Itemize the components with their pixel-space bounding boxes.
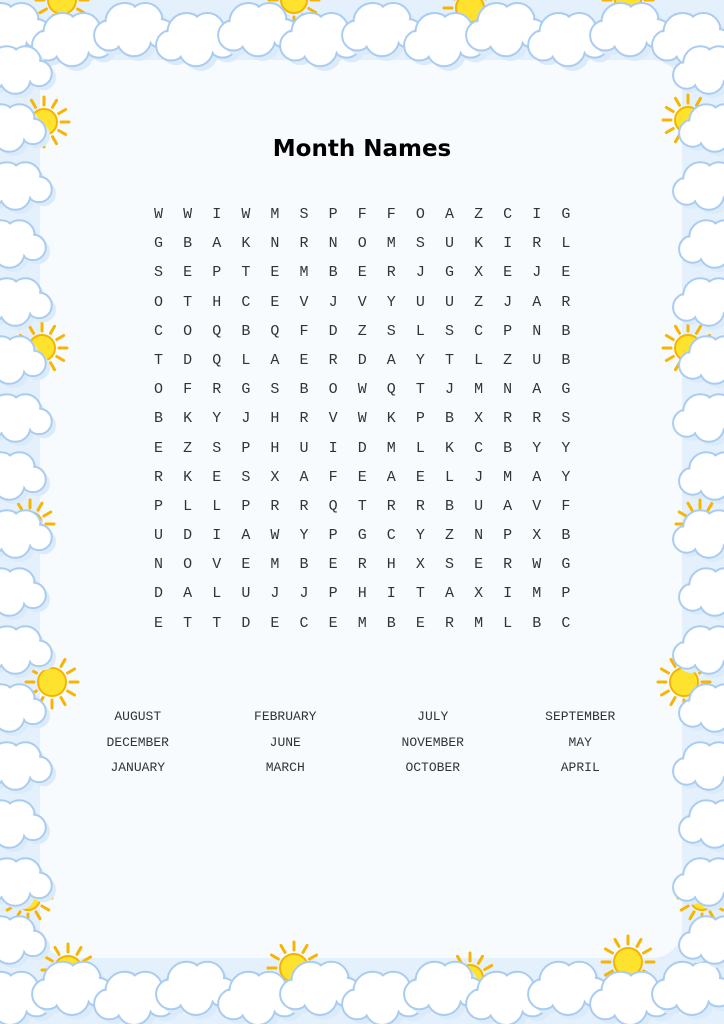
grid-cell: P <box>241 439 251 457</box>
grid-cell: G <box>561 556 571 574</box>
grid-cell: M <box>386 439 396 457</box>
letter-grid <box>144 200 580 638</box>
grid-cell: W <box>241 206 251 223</box>
grid-cell: E <box>212 468 222 486</box>
grid-cell: Y <box>415 527 425 545</box>
grid-cell: Z <box>474 293 484 311</box>
grid-cell: H <box>270 410 280 428</box>
grid-cell: P <box>328 206 338 223</box>
grid-cell: E <box>299 351 309 369</box>
grid-cell: Y <box>532 439 542 457</box>
grid-cell: Z <box>183 439 193 457</box>
grid-cell: S <box>241 468 251 486</box>
grid-cell: A <box>183 585 193 603</box>
grid-cell: W <box>270 527 280 545</box>
grid-cell: X <box>532 527 542 545</box>
grid-cell: I <box>212 206 222 223</box>
grid-cell: F <box>328 468 338 486</box>
grid-cell: S <box>212 439 222 457</box>
grid-cell: Z <box>357 322 367 340</box>
grid-cell: A <box>212 235 222 253</box>
grid-cell: E <box>241 556 251 574</box>
grid-cell: A <box>444 585 454 603</box>
grid-cell: E <box>270 264 280 282</box>
grid-cell: A <box>270 351 280 369</box>
grid-cell: Y <box>561 439 571 457</box>
grid-cell: O <box>415 206 425 223</box>
grid-cell: E <box>183 264 193 282</box>
grid-cell: L <box>561 235 571 253</box>
grid-cell: L <box>444 468 454 486</box>
grid-cell: K <box>474 235 484 253</box>
grid-cell: P <box>241 497 251 515</box>
grid-cell: F <box>561 497 571 515</box>
grid-cell: C <box>299 614 309 632</box>
grid-cell: B <box>561 322 571 340</box>
grid-cell: R <box>444 614 454 632</box>
grid-cell: G <box>561 206 571 223</box>
grid-cell: M <box>270 556 280 574</box>
grid-cell: O <box>183 322 193 340</box>
grid-cell: T <box>415 585 425 603</box>
grid-cell: T <box>357 497 367 515</box>
grid-cell: F <box>357 206 367 223</box>
grid-cell: N <box>328 235 338 253</box>
grid-cell: U <box>444 293 454 311</box>
grid-cell: A <box>444 206 454 223</box>
grid-cell: J <box>241 410 251 428</box>
grid-cell: P <box>503 527 513 545</box>
grid-cell: P <box>154 497 164 515</box>
grid-cell: X <box>474 410 484 428</box>
grid-cell: R <box>532 235 542 253</box>
grid-cell: S <box>415 235 425 253</box>
grid-cell: U <box>241 585 251 603</box>
grid-cell: Z <box>444 527 454 545</box>
word-list-item: FEBRUARY <box>254 709 317 724</box>
grid-cell: B <box>328 264 338 282</box>
grid-cell: S <box>299 206 309 223</box>
grid-cell: A <box>241 527 251 545</box>
word-list-item: JUNE <box>269 734 301 750</box>
grid-cell: U <box>444 235 454 253</box>
grid-cell: G <box>444 264 454 282</box>
grid-cell: R <box>299 235 309 253</box>
grid-cell: E <box>328 556 338 574</box>
word-list-item: APRIL <box>560 760 600 776</box>
grid-cell: M <box>386 235 396 253</box>
grid-cell: N <box>154 556 164 574</box>
grid-cell: M <box>474 381 484 399</box>
grid-cell: I <box>532 206 542 223</box>
grid-cell: L <box>183 497 193 515</box>
grid-cell: B <box>503 439 513 457</box>
grid-cell: A <box>503 497 513 515</box>
grid-cell: S <box>270 381 280 399</box>
grid-cell: V <box>532 497 542 515</box>
grid-cell: R <box>415 497 425 515</box>
grid-cell: B <box>561 351 571 369</box>
grid-cell: S <box>386 322 396 340</box>
grid-cell: J <box>532 264 542 282</box>
word-list-item: NOVEMBER <box>401 734 464 750</box>
grid-cell: M <box>474 614 484 632</box>
grid-cell: L <box>415 439 425 457</box>
grid-cell: S <box>154 264 164 282</box>
grid-cell: E <box>503 264 513 282</box>
grid-cell: K <box>241 235 251 253</box>
grid-cell: D <box>154 585 164 603</box>
grid-cell: B <box>183 235 193 253</box>
grid-cell: X <box>474 264 484 282</box>
grid-cell: D <box>183 527 193 545</box>
grid-cell: H <box>212 293 222 311</box>
grid-cell: R <box>357 556 367 574</box>
word-list-item: OCTOBER <box>405 760 461 776</box>
grid-cell: J <box>328 293 338 311</box>
grid-cell: E <box>328 614 338 632</box>
grid-cell: F <box>183 381 193 399</box>
grid-cell: D <box>241 614 251 632</box>
grid-cell: S <box>561 410 571 428</box>
grid-cell: Q <box>212 351 222 369</box>
grid-cell: V <box>328 410 338 428</box>
grid-cell: J <box>270 585 280 603</box>
grid-cell: P <box>328 585 338 603</box>
grid-cell: L <box>212 585 222 603</box>
grid-cell: R <box>386 264 396 282</box>
grid-cell: C <box>561 614 571 632</box>
grid-cell: D <box>357 439 367 457</box>
grid-cell: G <box>357 527 367 545</box>
grid-cell: Z <box>474 206 484 223</box>
grid-cell: R <box>503 556 513 574</box>
grid-cell: E <box>270 293 280 311</box>
grid-cell: Q <box>328 497 338 515</box>
grid-cell: V <box>299 293 309 311</box>
grid-cell: D <box>328 322 338 340</box>
grid-cell: E <box>270 614 280 632</box>
grid-cell: Y <box>212 410 222 428</box>
grid-cell: C <box>474 322 484 340</box>
grid-cell: C <box>154 322 164 340</box>
grid-cell: M <box>299 264 309 282</box>
grid-cell: C <box>474 439 484 457</box>
grid-cell: T <box>415 381 425 399</box>
grid-cell: W <box>183 206 193 223</box>
grid-cell: N <box>532 322 542 340</box>
grid-cell: E <box>561 264 571 282</box>
grid-cell: I <box>503 235 513 253</box>
grid-cell: I <box>386 585 396 603</box>
grid-cell: C <box>241 293 251 311</box>
grid-cell: D <box>357 351 367 369</box>
grid-cell: R <box>299 497 309 515</box>
grid-cell: E <box>357 468 367 486</box>
grid-cell: M <box>270 206 280 223</box>
grid-cell: K <box>183 468 193 486</box>
grid-cell: U <box>415 293 425 311</box>
grid-cell: A <box>386 351 396 369</box>
grid-cell: D <box>183 351 193 369</box>
grid-cell: E <box>415 614 425 632</box>
grid-cell: H <box>357 585 367 603</box>
grid-cell: Q <box>270 322 280 340</box>
grid-cell: E <box>474 556 484 574</box>
grid-cell: L <box>503 614 513 632</box>
grid-cell: O <box>183 556 193 574</box>
grid-cell: O <box>357 235 367 253</box>
grid-cell: U <box>474 497 484 515</box>
grid-cell: L <box>241 351 251 369</box>
grid-cell: Q <box>212 322 222 340</box>
grid-cell: P <box>415 410 425 428</box>
grid-cell: I <box>503 585 513 603</box>
grid-cell: P <box>503 322 513 340</box>
word-list-item: DECEMBER <box>106 734 169 750</box>
grid-cell: X <box>270 468 280 486</box>
word-list-item: JULY <box>417 709 449 724</box>
grid-cell: H <box>270 439 280 457</box>
grid-cell: Y <box>561 468 571 486</box>
grid-cell: A <box>386 468 396 486</box>
grid-cell: J <box>503 293 513 311</box>
grid-cell: M <box>357 614 367 632</box>
grid-cell: R <box>328 351 338 369</box>
grid-cell: E <box>154 439 164 457</box>
grid-cell: K <box>183 410 193 428</box>
grid-cell: E <box>357 264 367 282</box>
grid-cell: O <box>154 293 164 311</box>
grid-cell: Q <box>386 381 396 399</box>
grid-cell: R <box>532 410 542 428</box>
grid-cell: K <box>386 410 396 428</box>
grid-cell: H <box>386 556 396 574</box>
grid-cell: P <box>561 585 571 603</box>
grid-cell: C <box>386 527 396 545</box>
grid-cell: R <box>212 381 222 399</box>
grid-cell: N <box>503 381 513 399</box>
grid-cell: B <box>241 322 251 340</box>
grid-cell: S <box>444 556 454 574</box>
grid-cell: B <box>444 410 454 428</box>
grid-cell: S <box>444 322 454 340</box>
grid-cell: B <box>444 497 454 515</box>
grid-cell: Y <box>386 293 396 311</box>
grid-cell: A <box>299 468 309 486</box>
grid-cell: O <box>328 381 338 399</box>
grid-cell: B <box>386 614 396 632</box>
grid-cell: T <box>241 264 251 282</box>
grid-cell: T <box>212 614 222 632</box>
grid-cell: W <box>154 206 164 223</box>
grid-cell: M <box>503 468 513 486</box>
grid-cell: T <box>154 351 164 369</box>
grid-cell: R <box>503 410 513 428</box>
grid-cell: R <box>270 497 280 515</box>
grid-cell: J <box>474 468 484 486</box>
grid-cell: N <box>474 527 484 545</box>
grid-cell: U <box>299 439 309 457</box>
grid-cell: X <box>415 556 425 574</box>
grid-cell: L <box>474 351 484 369</box>
grid-cell: R <box>561 293 571 311</box>
grid-cell: B <box>154 410 164 428</box>
word-list-item: MAY <box>568 734 592 750</box>
grid-cell: U <box>532 351 542 369</box>
grid-cell: T <box>444 351 454 369</box>
grid-cell: I <box>212 527 222 545</box>
grid-cell: G <box>561 381 571 399</box>
grid-cell: W <box>357 381 367 399</box>
grid-cell: W <box>357 410 367 428</box>
grid-cell: R <box>386 497 396 515</box>
grid-cell: W <box>532 556 542 574</box>
grid-cell: O <box>154 381 164 399</box>
grid-cell: E <box>415 468 425 486</box>
grid-cell: V <box>212 556 222 574</box>
grid-cell: R <box>154 468 164 486</box>
grid-cell: E <box>154 614 164 632</box>
grid-cell: X <box>474 585 484 603</box>
grid-cell: Y <box>299 527 309 545</box>
grid-cell: I <box>328 439 338 457</box>
grid-cell: T <box>183 614 193 632</box>
grid-cell: P <box>212 264 222 282</box>
grid-cell: R <box>299 410 309 428</box>
grid-cell: J <box>415 264 425 282</box>
grid-cell: P <box>328 527 338 545</box>
grid-cell: Z <box>503 351 513 369</box>
grid-cell: B <box>561 527 571 545</box>
grid-cell: L <box>415 322 425 340</box>
grid-cell: L <box>212 497 222 515</box>
grid-cell: A <box>532 381 542 399</box>
grid-cell: M <box>532 585 542 603</box>
word-list-item: MARCH <box>265 760 305 776</box>
grid-cell: A <box>532 468 542 486</box>
word-list-item: SEPTEMBER <box>545 709 616 724</box>
grid-cell: V <box>357 293 367 311</box>
page-title: Month Names <box>272 136 452 162</box>
word-list <box>64 704 654 781</box>
grid-cell: B <box>532 614 542 632</box>
grid-cell: F <box>299 322 309 340</box>
word-list-item: JANUARY <box>110 760 166 776</box>
grid-cell: J <box>299 585 309 603</box>
grid-cell: T <box>183 293 193 311</box>
grid-cell: G <box>154 235 164 253</box>
grid-cell: U <box>154 527 164 545</box>
grid-cell: N <box>270 235 280 253</box>
grid-cell: C <box>503 206 513 223</box>
grid-cell: G <box>241 381 251 399</box>
grid-cell: K <box>444 439 454 457</box>
grid-cell: J <box>444 381 454 399</box>
grid-cell: B <box>299 381 309 399</box>
grid-cell: B <box>299 556 309 574</box>
grid-cell: A <box>532 293 542 311</box>
grid-cell: Y <box>415 351 425 369</box>
word-list-item: AUGUST <box>114 709 162 724</box>
grid-cell: F <box>386 206 396 223</box>
